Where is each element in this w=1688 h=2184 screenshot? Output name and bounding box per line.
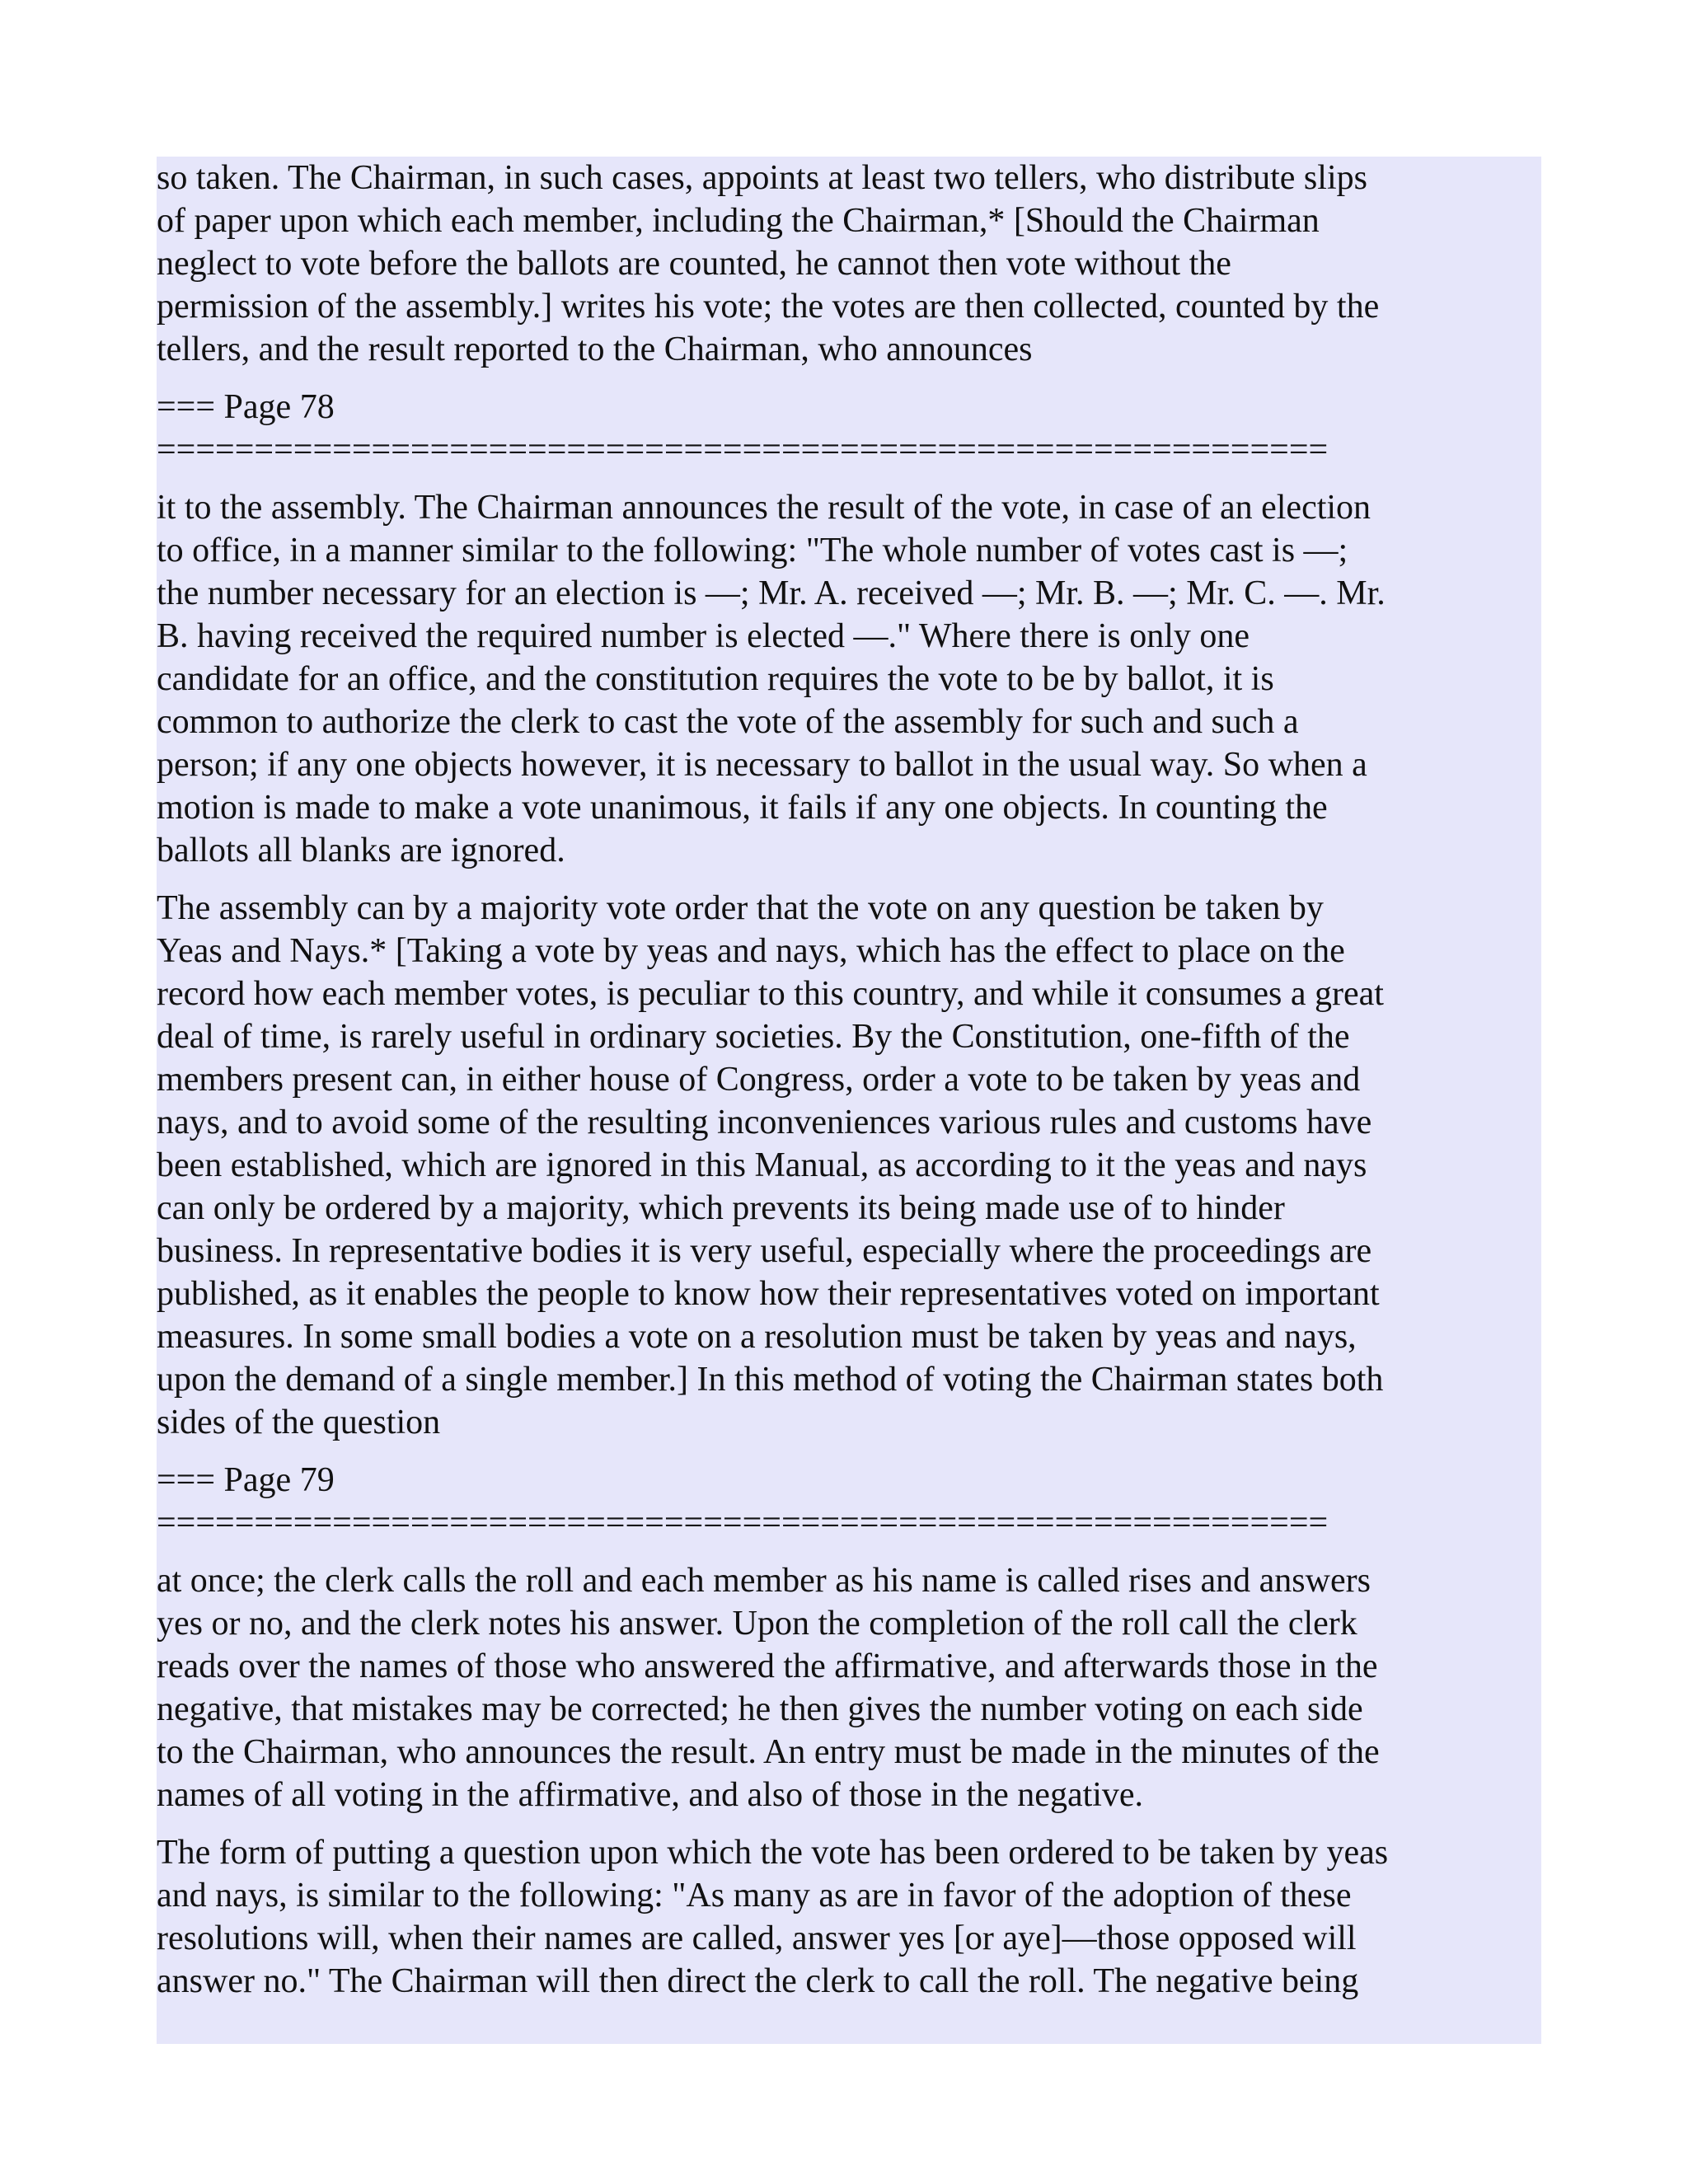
- text-line: business. In representative bodies it is very useful, especially where the proceedings are: [157, 1232, 1372, 1270]
- text-line: motion is made to make a vote unanimous, it fails if any one objects. In counting the: [157, 789, 1328, 827]
- text-line: published, as it enables the people to know how their representatives voted on important: [157, 1275, 1380, 1313]
- text-line: names of all voting in the affirmative, and also of those in the negative.: [157, 1776, 1144, 1814]
- text-line: reads over the names of those who answered the affirmative, and afterwards those in the: [157, 1647, 1378, 1685]
- paragraph: [157, 1559, 1541, 1816]
- text-line: record how each member votes, is peculiar to this country, and while it consumes a great: [157, 975, 1384, 1013]
- paragraph: [157, 1831, 1541, 2003]
- text-line: negative, that mistakes may be corrected; he then gives the number voting on each side: [157, 1690, 1363, 1728]
- page-marker: [157, 386, 1541, 471]
- page-marker-label: === Page 78: [157, 388, 335, 426]
- text-line: the number necessary for an election is —; Mr. A. received —; Mr. B. —; Mr. C. —. Mr.: [157, 574, 1386, 612]
- text-line: sides of the question: [157, 1404, 441, 1441]
- paragraph: [157, 887, 1541, 1444]
- text-line: at once; the clerk calls the roll and each member as his name is called rises and answers: [157, 1562, 1371, 1600]
- paragraph: [157, 157, 1541, 371]
- text-line: members present can, in either house of Congress, order a vote to be taken by yeas and: [157, 1061, 1361, 1099]
- text-line: so taken. The Chairman, in such cases, appoints at least two tellers, who distribute slips: [157, 159, 1367, 197]
- text-line: The assembly can by a majority vote order that the vote on any question be taken by: [157, 889, 1324, 927]
- text-line: yes or no, and the clerk notes his answer. Upon the completion of the roll call the clerk: [157, 1605, 1357, 1643]
- paragraph: [157, 486, 1541, 872]
- text-line: been established, which are ignored in this Manual, as according to it the yeas and nays: [157, 1146, 1367, 1184]
- paragraph-gap: [157, 471, 1541, 486]
- text-line: it to the assembly. The Chairman announces the result of the vote, in case of an election: [157, 489, 1372, 527]
- text-line: permission of the assembly.] writes his vote; the votes are then collected, counted by the: [157, 288, 1380, 326]
- text-line: The form of putting a question upon which the vote has been ordered to be taken by yeas: [157, 1834, 1389, 1872]
- paragraph-gap: [157, 1544, 1541, 1559]
- text-line: candidate for an office, and the constitution requires the vote to be by ballot, it is: [157, 660, 1274, 698]
- text-line: ballots all blanks are ignored.: [157, 832, 565, 869]
- text-line: answer no." The Chairman will then direct the clerk to call the roll. The negative being: [157, 1962, 1359, 2000]
- page-separator-rule: ============================================================: [157, 1504, 1329, 1542]
- text-line: neglect to vote before the ballots are counted, he cannot then vote without the: [157, 245, 1231, 283]
- text-line: can only be ordered by a majority, which prevents its being made use of to hinder: [157, 1189, 1285, 1227]
- paragraph-gap: [157, 371, 1541, 386]
- text-line: deal of time, is rarely useful in ordinary societies. By the Constitution, one-fifth of the: [157, 1018, 1350, 1056]
- text-line: upon the demand of a single member.] In this method of voting the Chairman states both: [157, 1361, 1384, 1399]
- page-marker: [157, 1459, 1541, 1544]
- highlighted-text-block: [157, 157, 1541, 2044]
- paragraph-gap: [157, 1444, 1541, 1459]
- text-line: of paper upon which each member, including the Chairman,* [Should the Chairman: [157, 202, 1320, 240]
- text-line: B. having received the required number is elected —." Where there is only one: [157, 617, 1250, 655]
- text-line: nays, and to avoid some of the resulting inconveniences various rules and customs have: [157, 1104, 1372, 1141]
- text-line: tellers, and the result reported to the Chairman, who announces: [157, 330, 1033, 368]
- text-line: to the Chairman, who announces the result. An entry must be made in the minutes of the: [157, 1733, 1380, 1771]
- text-line: person; if any one objects however, it is necessary to ballot in the usual way. So when a: [157, 746, 1367, 784]
- page-marker-label: === Page 79: [157, 1461, 335, 1499]
- text-line: measures. In some small bodies a vote on a resolution must be taken by yeas and nays,: [157, 1318, 1357, 1356]
- text-line: resolutions will, when their names are called, answer yes [or aye]—those opposed will: [157, 1919, 1357, 1957]
- text-line: to office, in a manner similar to the following: "The whole number of votes cast is —;: [157, 532, 1348, 569]
- text-line: Yeas and Nays.* [Taking a vote by yeas and nays, which has the effect to place on the: [157, 932, 1345, 970]
- page-separator-rule: ============================================================: [157, 431, 1329, 469]
- text-line: common to authorize the clerk to cast the vote of the assembly for such and such a: [157, 703, 1299, 741]
- text-line: and nays, is similar to the following: "As many as are in favor of the adoption of these: [157, 1877, 1352, 1915]
- paragraph-gap: [157, 1816, 1541, 1831]
- paragraph-gap: [157, 872, 1541, 887]
